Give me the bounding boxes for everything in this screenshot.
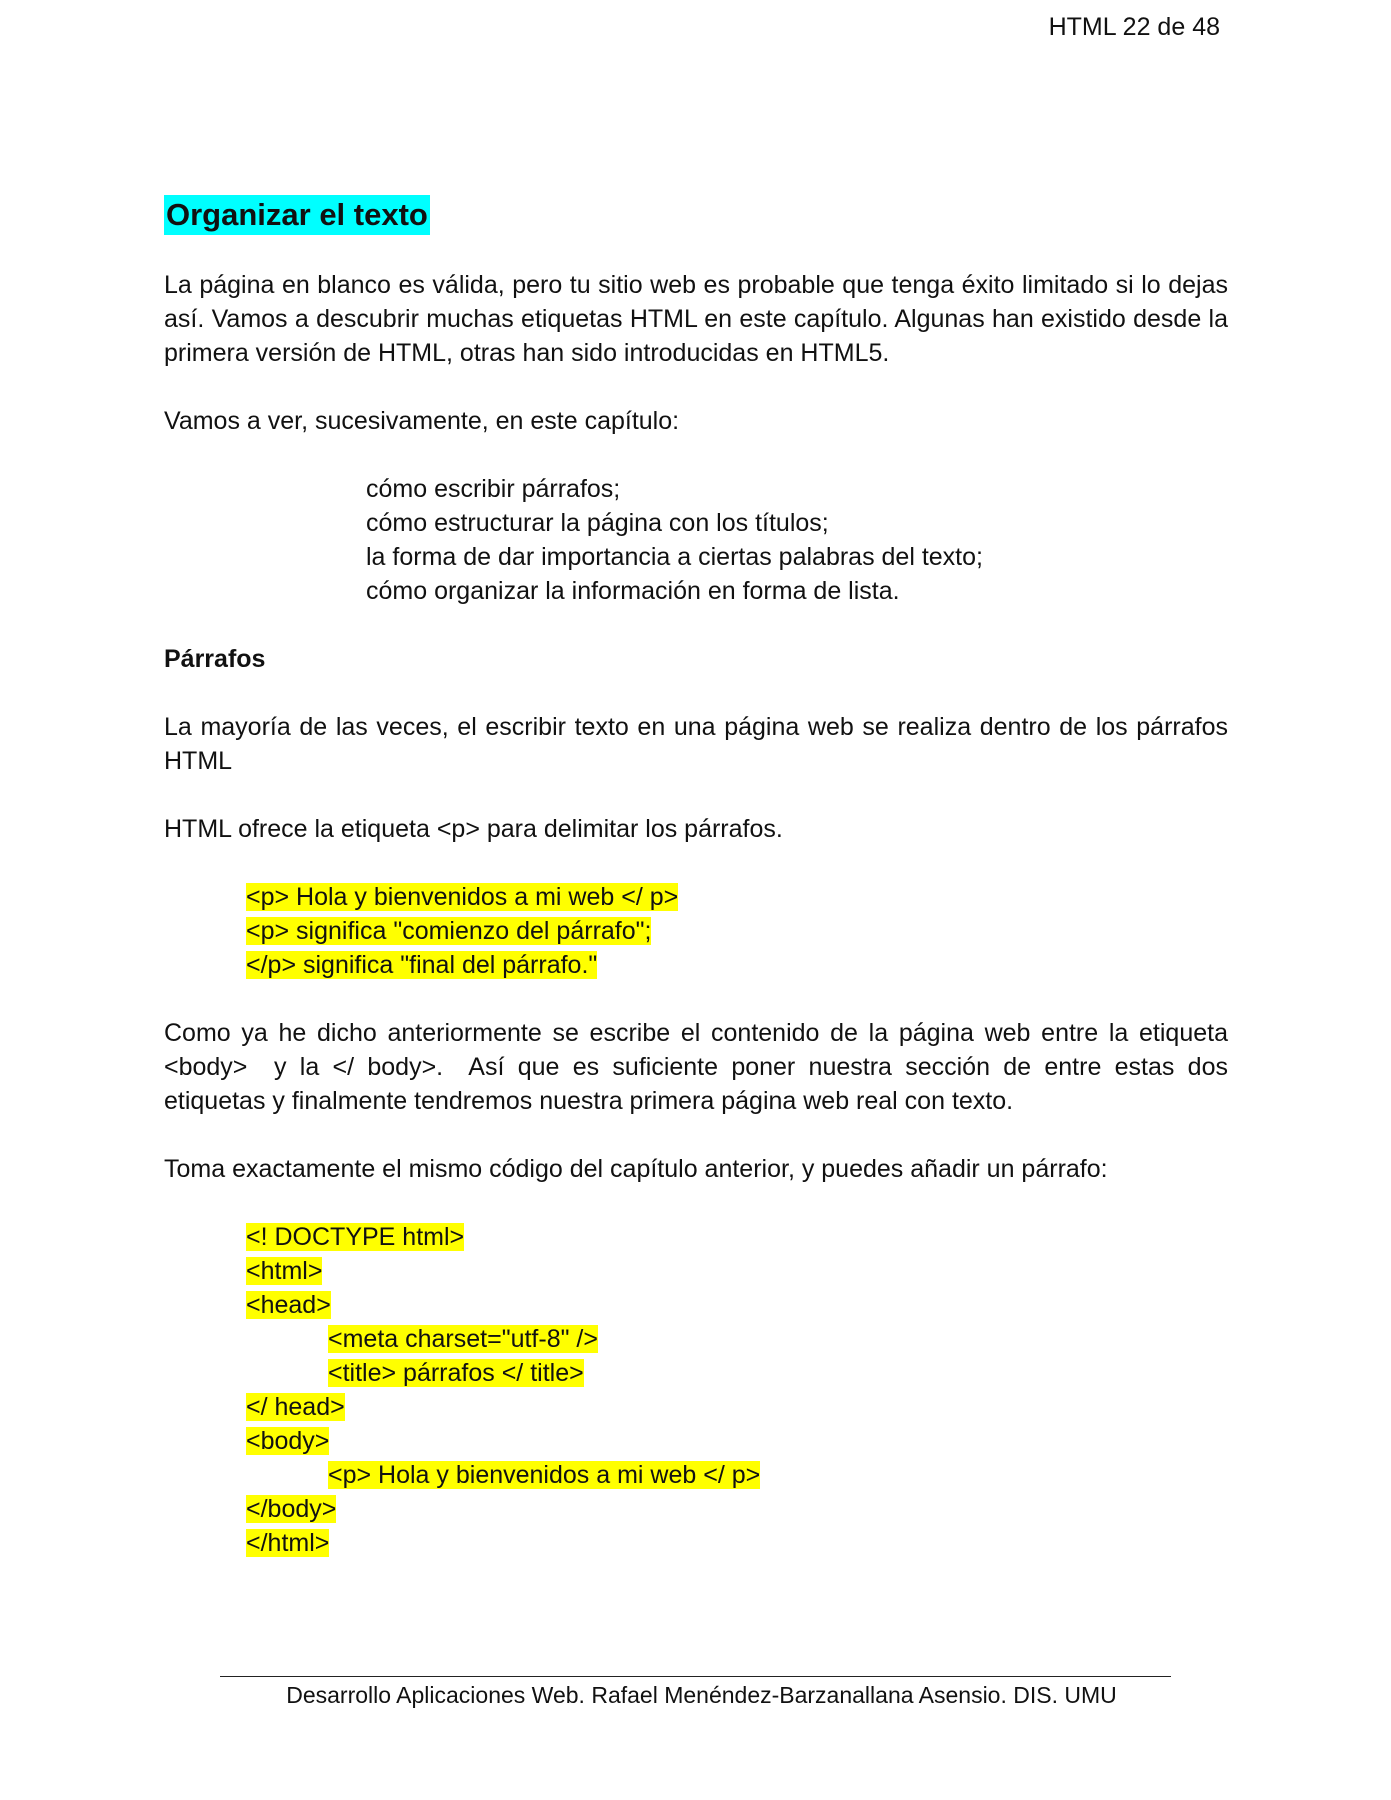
list-item: cómo estructurar la página con los títulos; (366, 509, 829, 537)
section-title: Organizar el texto (164, 195, 430, 235)
document-body (164, 195, 1235, 1560)
footer-divider (220, 1676, 1171, 1677)
example-code-block (164, 880, 1228, 982)
paragraphs-explanation: La mayoría de las veces, el escribir texto en una página web se realiza dentro de los párrafos HTML (164, 713, 1228, 775)
chapter-intro: Vamos a ver, sucesivamente, en este capítulo: (164, 407, 680, 435)
intro-paragraph: La página en blanco es válida, pero tu sitio web es probable que tenga éxito limitado si lo dejas así. Vamos a descubrir muchas etiquetas HTML en este capítulo. Algunas han existido desde la primera versión de HTML, otras han sido introducidas en HTML5. (164, 271, 1228, 367)
code-line: <p> Hola y bienvenidos a mi web </ p> (246, 883, 679, 911)
page-number-header: HTML 22 de 48 (1048, 13, 1220, 41)
code-line: </p> significa "final del párrafo." (246, 951, 598, 979)
body-tag-paragraph: Como ya he dicho anteriormente se escribe el contenido de la página web entre la etiqueta <body> y la </ body>. Así que es suficiente poner nuestra sección de entre estas dos etiquetas y finalmente tendremos nuestra primera página web real con texto. (164, 1019, 1235, 1115)
code-line: </body> (246, 1495, 337, 1523)
code-line: <title> párrafos </ title> (328, 1359, 584, 1387)
code-line: </html> (246, 1529, 330, 1557)
subheading-parrafos: Párrafos (164, 645, 266, 673)
code-line: </ head> (246, 1393, 345, 1421)
code-line: <! DOCTYPE html> (246, 1223, 465, 1251)
topic-list (164, 472, 1228, 608)
p-tag-explanation: HTML ofrece la etiqueta <p> para delimitar los párrafos. (164, 815, 783, 843)
code-line: <body> (246, 1427, 330, 1455)
code-line: <p> significa "comienzo del párrafo"; (246, 917, 652, 945)
list-item: cómo escribir párrafos; (366, 475, 621, 503)
list-item: la forma de dar importancia a ciertas palabras del texto; (366, 543, 983, 571)
list-item: cómo organizar la información en forma de lista. (366, 577, 900, 605)
code-line: <html> (246, 1257, 323, 1285)
take-code-paragraph: Toma exactamente el mismo código del capítulo anterior, y puedes añadir un párrafo: (164, 1155, 1108, 1183)
code-line: <p> Hola y bienvenidos a mi web </ p> (328, 1461, 761, 1489)
html-code-block (164, 1220, 1228, 1560)
code-line: <meta charset="utf-8" /> (328, 1325, 598, 1353)
footer-text: Desarrollo Aplicaciones Web. Rafael Menéndez-Barzanallana Asensio. DIS. UMU (286, 1682, 1117, 1708)
code-line: <head> (246, 1291, 331, 1319)
